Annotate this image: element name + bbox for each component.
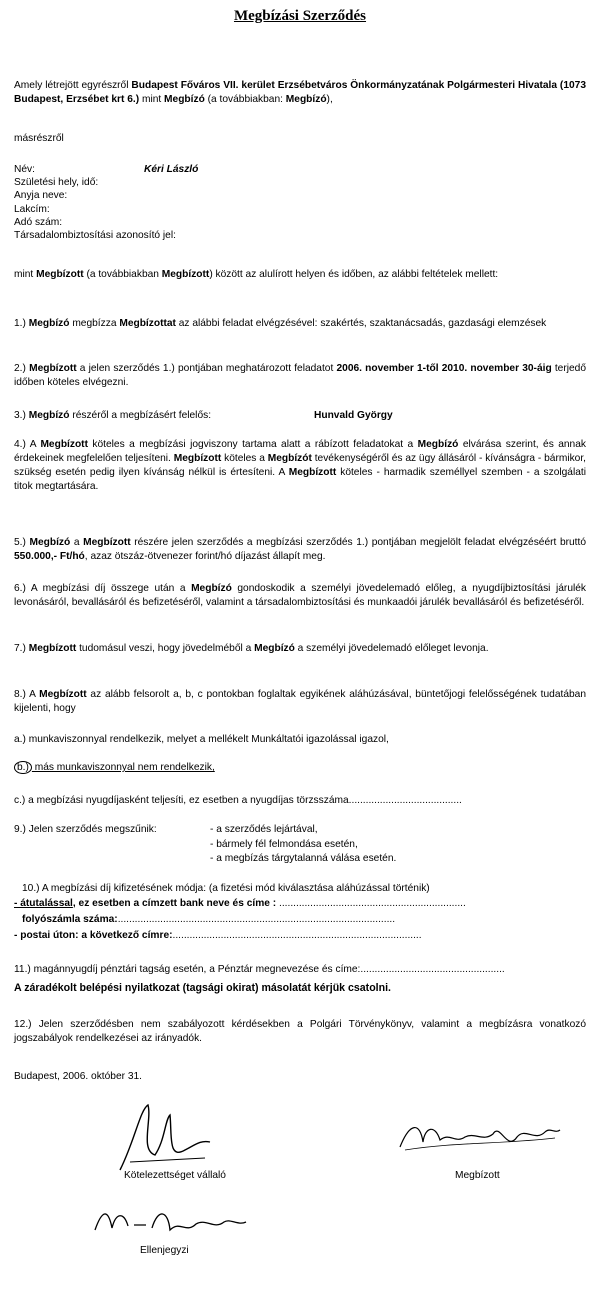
place-date: Budapest, 2006. október 31. — [14, 1071, 143, 1082]
payment-post: - postai úton: a következő címre:........................................................................................ — [14, 930, 422, 941]
option-b: b.) más munkaviszonnyal nem rendelkezik, — [14, 761, 586, 775]
paragraph-2: 2.) Megbízott a jelen szerződés 1.) pontjában meghatározott feladatot 2006. november 1-től 2010. november 30-áig terjedő időben köteles elvégezni. — [14, 363, 586, 388]
signature-1-label: Kötelezettséget vállaló — [124, 1170, 226, 1181]
termination-list — [210, 823, 396, 867]
field-nev-value: Kéri László — [144, 164, 199, 175]
signature-2-scribble — [395, 1112, 565, 1162]
personal-fields — [14, 163, 574, 242]
option-c: c.) a megbízási nyugdíjasként teljesíti, ez esetben a nyugdíjas törzsszáma........................................ — [14, 795, 462, 806]
mint-paragraph: mint Megbízott (a továbbiakban Megbízott) között az alulírott helyen és időben, az alábbi feltételek mellett: — [14, 269, 499, 280]
termination-item-1: - a szerződés lejártával, — [210, 824, 318, 835]
payment-account: folyószámla száma:.................................................................................................. — [22, 914, 396, 925]
paragraph-9-label: 9.) Jelen szerződés megszűnik: — [14, 824, 157, 835]
termination-item-3: - a megbízás tárgytalanná válása esetén. — [210, 853, 397, 864]
signature-2-label: Megbízott — [455, 1170, 500, 1181]
document-title: Megbízási Szerződés — [233, 8, 367, 24]
paragraph-1: 1.) Megbízó megbízza Megbízottat az alábbi feladat elvégzésével: szakértés, szaktanácsadás, gazdasági elemzések — [14, 318, 547, 329]
signature-3-label: Ellenjegyzi — [140, 1245, 189, 1256]
field-szuletesi: Születési hely, idő: — [14, 177, 99, 189]
payment-transfer: - átutalással, ez esetben a címzett bank neve és címe : .................................................................. — [14, 898, 466, 909]
paragraph-11: 11.) magánnyugdíj pénztári tagság esetén, a Pénztár megnevezése és címe:................................................... — [14, 964, 505, 975]
signature-1-scribble — [110, 1100, 220, 1180]
field-taj: Társadalombiztosítási azonosító jel: — [14, 230, 176, 242]
masreszrol-text: másrészről — [14, 133, 64, 144]
paragraph-5: 5.) Megbízó a Megbízott részére jelen szerződés a megbízási szerződés 1.) pontjában megjelölt feladat elvégzéséért bruttó 550.000,- Ft/hó, azaz ötszáz-ötvenezer forint/hó díjazást állapít meg. — [14, 537, 586, 562]
paragraph-10-head: 10.) A megbízási díj kifizetésének módja: (a fizetési mód kiválasztása aláhúzással történik) — [22, 883, 430, 894]
paragraph-7: 7.) Megbízott tudomásul veszi, hogy jövedelméből a Megbízó a személyi jövedelemadó előleget levonja. — [14, 643, 489, 654]
paragraph-8: 8.) A Megbízott az alább felsorolt a, b, c pontokban foglaltak egyikének aláhúzásával, büntetőjogi felelősségének tudatában kijelenti, hogy — [14, 689, 586, 714]
field-nev: Név: Kéri László — [14, 164, 199, 175]
paragraph-4: 4.) A Megbízott köteles a megbízási jogviszony tartama alatt a rábízott feladatokat a Megbízó elvárása szerint, és annak érdekeinek megfelelően teljesíteni. Megbízott köteles a Megbízót tevékenységéről és az ügy állásáról - kívánságra - bármikor, szükség esetén pedig ilyen kívánság nélkül is értesíteni. A Megbízott köteles - harmadik személlyel szemben - a szolgálati titok megtartására. — [14, 439, 587, 492]
field-anyja: Anyja neve: — [14, 190, 68, 202]
field-ado: Adó szám: — [14, 216, 63, 228]
signature-3-scribble — [90, 1200, 250, 1245]
paragraph-3: 3.) Megbízó részéről a megbízásért felelős: Hunvald György — [14, 410, 393, 421]
responsible-person: Hunvald György — [314, 410, 393, 421]
field-lakcim: Lakcím: — [14, 203, 50, 215]
intro-paragraph: Amely létrejött egyrészről Budapest Főváros VII. kerület Erzsébetváros Önkormányzatának Polgármesteri Hivatala (1073 Budapest, Erzsébet krt 6.) mint Megbízó (a továbbiakban: Megbízó), — [14, 80, 586, 105]
option-b-mark: b.) — [14, 761, 32, 774]
termination-item-2: - bármely fél felmondása esetén, — [210, 838, 358, 850]
option-a: a.) munkaviszonnyal rendelkezik, melyet a mellékelt Munkáltatói igazolással igazol, — [14, 734, 389, 745]
paragraph-6: 6.) A megbízási díj összege után a Megbízó gondoskodik a személyi jövedelemadó előleg, a nyugdíjbiztosítási járulék levonásáról, bevallásáról és befizetéséről, valamint a társadalombiztosítási és munkaadói járulék bevallásáról és befizetéséről. — [14, 583, 587, 608]
paragraph-12: 12.) Jelen szerződésben nem szabályozott kérdésekben a Polgári Törvénykönyv, valamint a megbízásra vonatkozó jogszabályok rendelkezései az irányadók. — [14, 1019, 586, 1044]
paragraph-11-note: A záradékolt belépési nyilatkozat (tagsági okirat) másolatát kérjük csatolni. — [14, 982, 391, 994]
